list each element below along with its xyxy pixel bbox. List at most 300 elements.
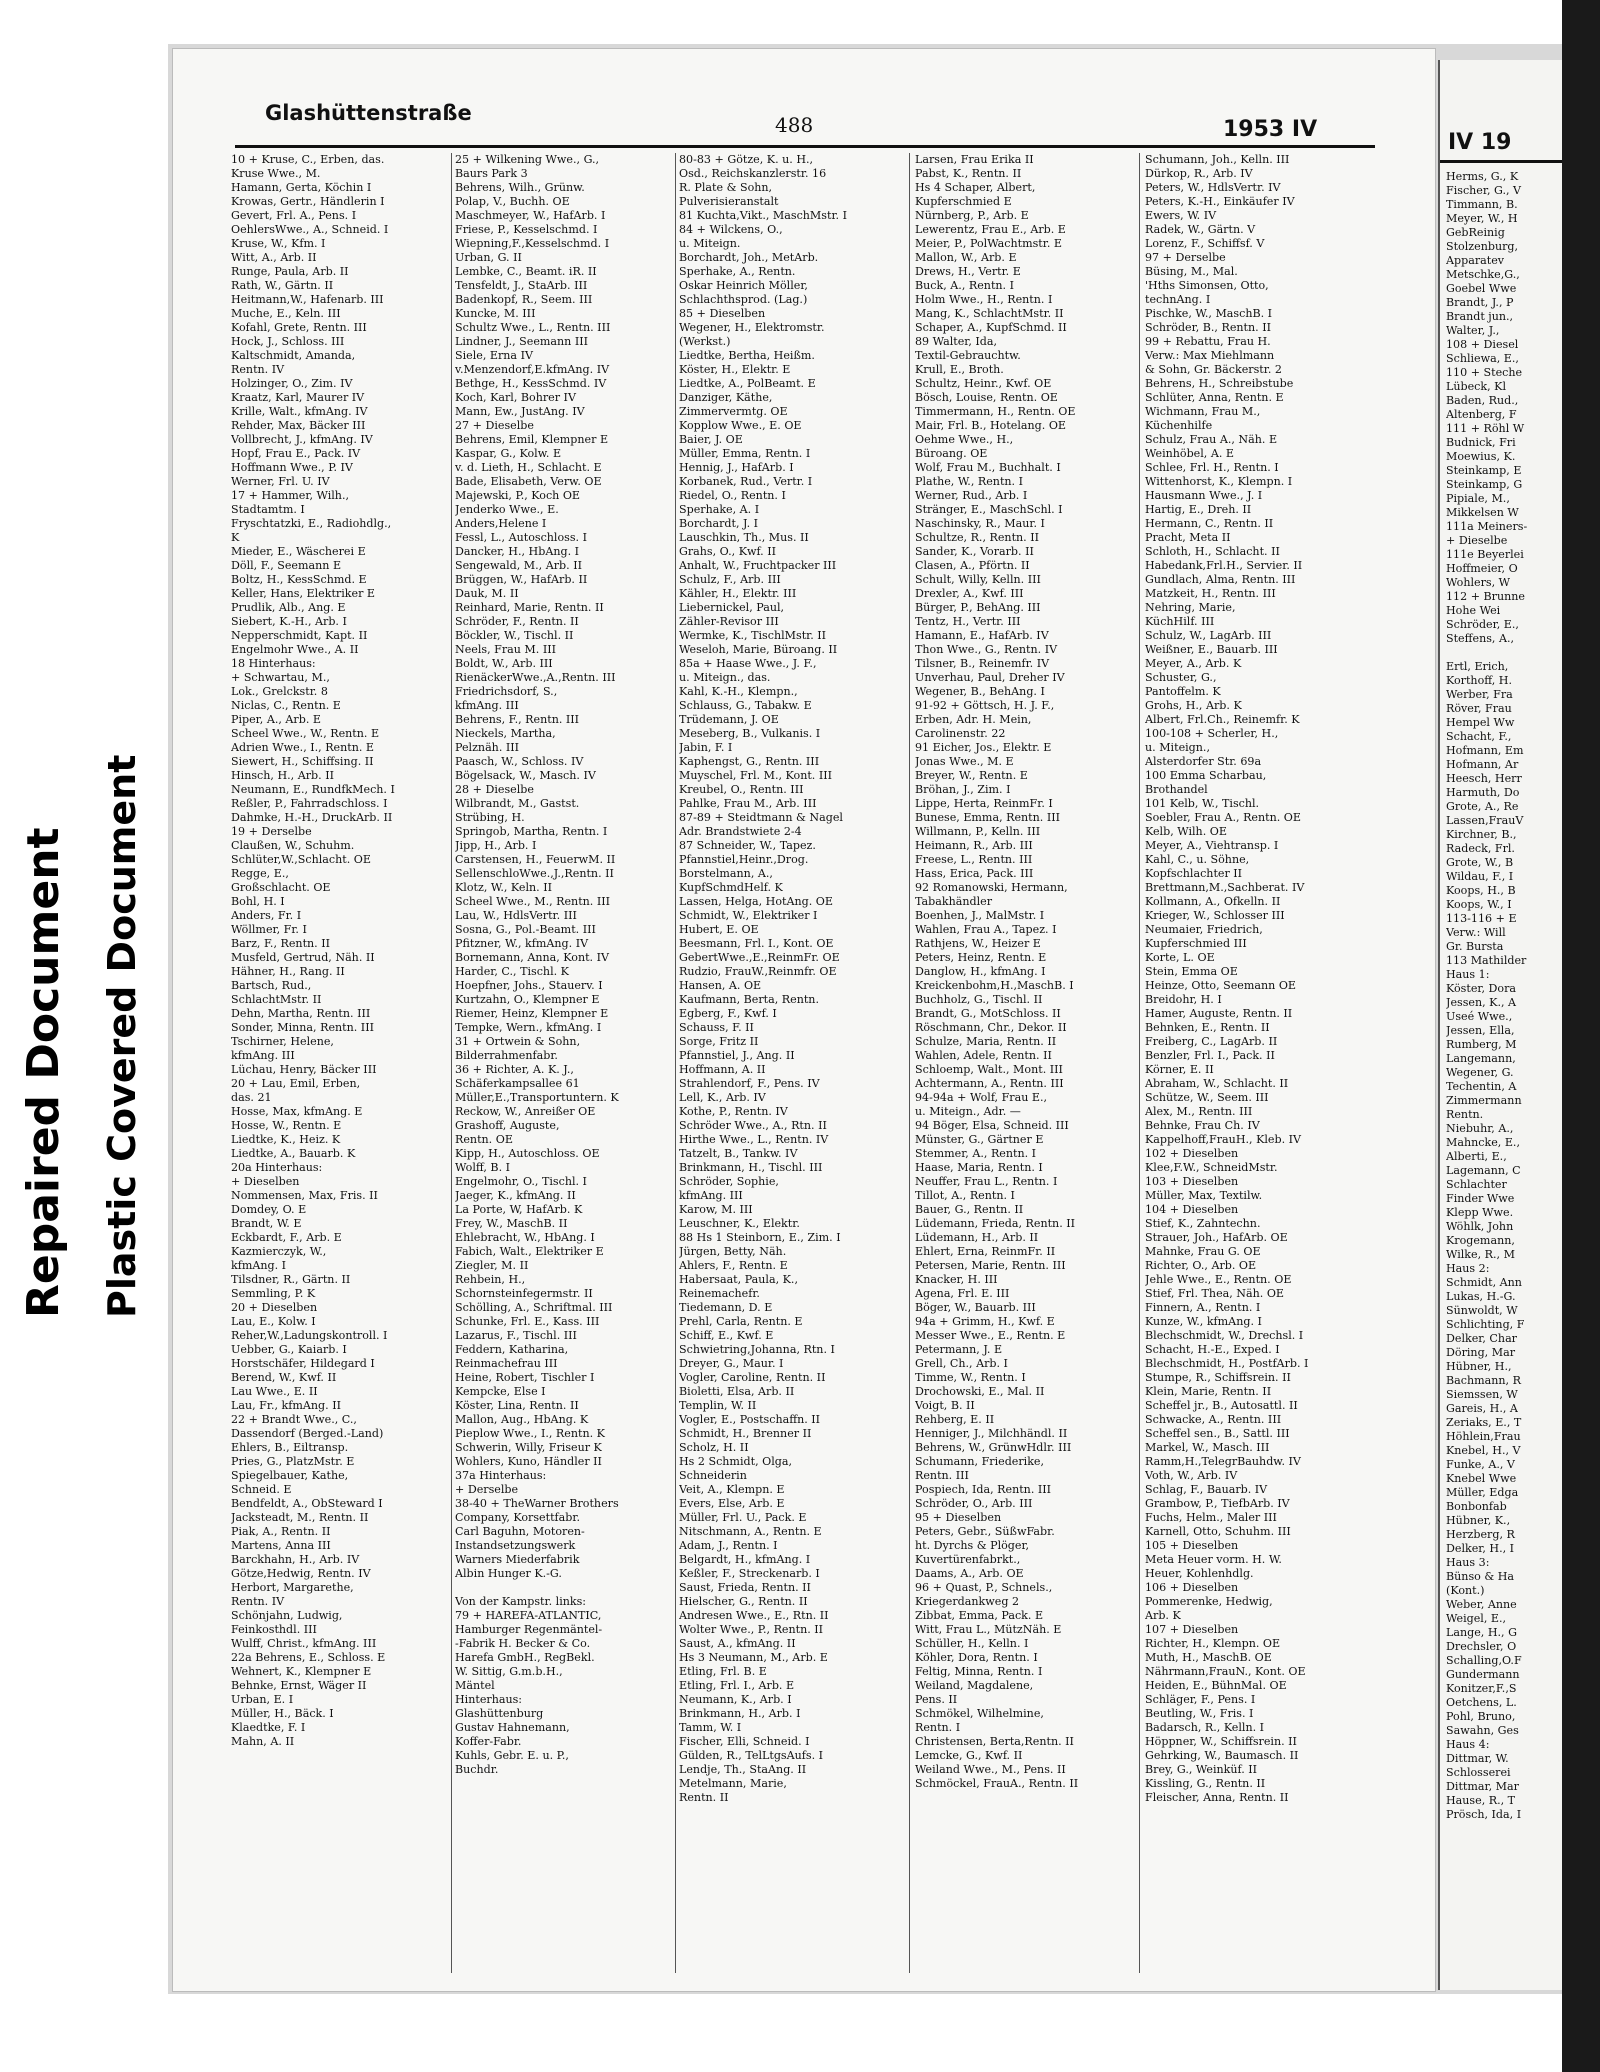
directory-entry: Zeriaks, E., T — [1446, 1416, 1522, 1429]
directory-entry: Behrens, H., Schreibstube — [1145, 377, 1294, 390]
directory-entry: Liedtke, A., Bauarb. K — [231, 1147, 356, 1160]
directory-entry: 104 + Dieselben — [1145, 1203, 1239, 1216]
directory-entry: Radeck, Frl. — [1446, 842, 1515, 855]
directory-entry: Breidohr, H. I — [1145, 993, 1222, 1006]
directory-entry: Bauer, G., Rentn. II — [915, 1203, 1024, 1216]
directory-entry: Hansen, A. OE — [679, 979, 762, 992]
directory-entry: Heuer, Kohlenhdlg. — [1145, 1567, 1254, 1580]
directory-entry: Ehlers, B., Eiltransp. — [231, 1441, 349, 1454]
directory-entry: Schneiderin — [679, 1469, 747, 1482]
directory-entry: Rentn. OE — [455, 1133, 513, 1146]
directory-entry: Neumann, E., RundfkMech. I — [231, 783, 395, 796]
directory-entry: Von der Kampstr. links: — [455, 1595, 587, 1608]
directory-entry: Alsterdorfer Str. 69a — [1145, 755, 1262, 768]
directory-entry: Rehberg, E. II — [915, 1413, 995, 1426]
directory-entry: Albert, Frl.Ch., Reinemfr. K — [1145, 713, 1300, 726]
year-volume: 1953 IV — [1223, 117, 1318, 142]
directory-entry: Ehlert, Erna, ReinmFr. II — [915, 1245, 1056, 1258]
directory-entry: Unverhau, Paul, Dreher IV — [915, 671, 1065, 684]
directory-entry: Brinkmann, H., Arb. I — [679, 1707, 801, 1720]
directory-entry: Knacker, H. III — [915, 1273, 998, 1286]
directory-entry: Siewert, H., Schiffsing. II — [231, 755, 374, 768]
directory-entry: Tamm, W. I — [679, 1721, 742, 1734]
directory-entry: 106 + Dieselben — [1145, 1581, 1239, 1594]
directory-entry: Neels, Frau M. III — [455, 643, 556, 656]
directory-entry: Verw.: Max Miehlmann — [1145, 349, 1275, 362]
directory-entry: 92 Romanowski, Hermann, — [915, 881, 1068, 894]
directory-entry: Tschirner, Helene, — [231, 1035, 334, 1048]
directory-entry: Oetchens, L. — [1446, 1696, 1517, 1709]
directory-entry: Feddern, Katharina, — [455, 1343, 569, 1356]
directory-entry: Kothe, P., Rentn. IV — [679, 1105, 788, 1118]
directory-entry: Rentn. IV — [231, 363, 285, 376]
directory-entry: Meyer, W., H — [1446, 212, 1518, 225]
directory-entry: Benzler, Frl. I., Pack. II — [1145, 1049, 1275, 1062]
directory-entry: Rentn. II — [679, 1791, 729, 1804]
directory-entry: u. Miteign., das. — [679, 671, 771, 684]
directory-entry: Kissling, G., Rentn. II — [1145, 1777, 1266, 1790]
directory-entry: Blechschmidt, W., Drechsl. I — [1145, 1329, 1304, 1342]
directory-entry: Meta Heuer vorm. H. W. — [1145, 1553, 1282, 1566]
directory-entry: Alex, M., Rentn. III — [1145, 1105, 1253, 1118]
directory-entry: 36 + Richter, A. K. J., — [455, 1063, 574, 1076]
directory-entry: Schaper, A., KupfSchmd. II — [915, 321, 1067, 334]
directory-entry: Korthoff, H. — [1446, 674, 1512, 687]
directory-entry: Lukas, H.-G. — [1446, 1290, 1516, 1303]
directory-entry: & Sohn, Gr. Bäckerstr. 2 — [1145, 363, 1282, 376]
directory-entry: Berend, W., Kwf. II — [231, 1371, 337, 1384]
directory-entry: Borstelmann, A., — [679, 867, 773, 880]
directory-entry: Brey, G., Weinküf. II — [1145, 1763, 1258, 1776]
directory-entry: Baier, J. OE — [679, 433, 743, 446]
directory-entry: Brandt, W. E — [231, 1217, 302, 1230]
directory-entry: Hoffmeier, O — [1446, 562, 1518, 575]
directory-entry: Wehnert, K., Klempner E — [231, 1665, 372, 1678]
directory-entry: Sünwoldt, W — [1446, 1304, 1518, 1317]
directory-entry: Weiland Wwe., M., Pens. II — [915, 1763, 1066, 1776]
directory-entry: Hinsch, H., Arb. II — [231, 769, 334, 782]
directory-entry: Klein, Marie, Rentn. II — [1145, 1385, 1272, 1398]
directory-entry: Nommensen, Max, Fris. II — [231, 1189, 378, 1202]
directory-entry: Pulverisieranstalt — [679, 195, 779, 208]
directory-entry: Daams, A., Arb. OE — [915, 1567, 1024, 1580]
directory-entry: Reßler, P., Fahrradschloss. I — [231, 797, 388, 810]
directory-entry: Müller, Edga — [1446, 1486, 1519, 1499]
directory-entry: Kunze, W., kfmAng. I — [1145, 1315, 1262, 1328]
column-3 — [679, 153, 895, 1805]
directory-entry: Muche, E., Keln. III — [231, 307, 341, 320]
directory-entry: Useé Wwe., — [1446, 1010, 1513, 1023]
directory-entry: Paasch, W., Schloss. IV — [455, 755, 584, 768]
directory-entry: Müller, Max, Textilw. — [1145, 1189, 1263, 1202]
directory-entry: Springob, Martha, Rentn. I — [455, 825, 608, 838]
directory-entry: Adam, J., Rentn. I — [679, 1539, 778, 1552]
directory-entry: Badenkopf, R., Seem. III — [455, 293, 593, 306]
directory-entry: Etling, Frl. B. E — [679, 1665, 767, 1678]
directory-entry: Lau, Fr., kfmAng. II — [231, 1399, 341, 1412]
directory-entry: Bünso & Ha — [1446, 1570, 1515, 1583]
directory-entry: Lendje, Th., StaAng. II — [679, 1763, 807, 1776]
directory-entry: Wahlen, Adele, Rentn. II — [915, 1049, 1052, 1062]
directory-entry: Scheffel jr., B., Autosattl. II — [1145, 1399, 1298, 1412]
directory-entry: GebReinig — [1446, 226, 1505, 239]
directory-entry: Kriegerdankweg 2 — [915, 1595, 1020, 1608]
directory-entry: Gundermann — [1446, 1668, 1520, 1681]
directory-entry: Walter, J., — [1446, 324, 1500, 337]
directory-entry: Drechsler, O — [1446, 1640, 1517, 1653]
directory-entry: Saust, A., kfmAng. II — [679, 1637, 796, 1650]
directory-entry: Kopplow Wwe., E. OE — [679, 419, 802, 432]
directory-entry: Drews, H., Vertr. E — [915, 265, 1021, 278]
directory-entry: Krowas, Gertr., Händlerin I — [231, 195, 385, 208]
directory-entry: Tilsdner, R., Gärtn. II — [231, 1273, 351, 1286]
directory-entry: Finnern, A., Rentn. I — [1145, 1301, 1261, 1314]
directory-entry: Voigt, B. II — [915, 1399, 975, 1412]
directory-entry: Kelb, Wilh. OE — [1145, 825, 1227, 838]
directory-entry: Höhlein,Frau — [1446, 1430, 1521, 1443]
directory-entry: Schauss, F. II — [679, 1021, 754, 1034]
directory-entry: Boltz, H., KessSchmd. E — [231, 573, 367, 586]
directory-entry: Alberti, E., — [1446, 1150, 1507, 1163]
directory-entry: Pfannstiel, J., Ang. II — [679, 1049, 795, 1062]
directory-entry: Hosse, W., Rentn. E — [231, 1119, 342, 1132]
directory-entry: Wahlen, Frau A., Tapez. I — [915, 923, 1057, 936]
directory-entry: Rentn. IV — [231, 1595, 285, 1608]
directory-entry: Hamburger Regenmäntel- — [455, 1623, 603, 1636]
directory-entry: Kopfschlachter II — [1145, 867, 1243, 880]
directory-entry: Veit, A., Klempn. E — [679, 1483, 785, 1496]
directory-entry: Frey, W., MaschB. II — [455, 1217, 568, 1230]
directory-entry: Rehder, Max, Bäcker III — [231, 419, 366, 432]
directory-entry: Büroang. OE — [915, 447, 988, 460]
directory-entry: Regge, E., — [231, 867, 289, 880]
directory-entry: Schölling, A., Schriftmal. III — [455, 1301, 613, 1314]
directory-entry: Müller, H., Bäck. I — [231, 1707, 334, 1720]
directory-entry: Lau, E., Kolw. I — [231, 1315, 316, 1328]
directory-entry: Thon Wwe., G., Rentn. IV — [915, 643, 1058, 656]
directory-entry: Brinkmann, H., Tischl. III — [679, 1161, 823, 1174]
directory-entry: Grohs, H., Arb. K — [1145, 699, 1242, 712]
directory-entry: Budnick, Fri — [1446, 436, 1516, 449]
directory-entry: Kaspar, G., Kolw. E — [455, 447, 562, 460]
directory-entry: Niclas, C., Rentn. E — [231, 699, 341, 712]
directory-entry: 22 + Brandt Wwe., C., — [231, 1413, 357, 1426]
directory-entry: Wegener, G. — [1446, 1066, 1514, 1079]
directory-entry: (Werkst.) — [679, 335, 731, 348]
directory-entry: Siemssen, W — [1446, 1388, 1518, 1401]
directory-entry: Köhler, Dora, Rentn. I — [915, 1651, 1038, 1664]
directory-entry: Köster, Lina, Rentn. II — [455, 1399, 579, 1412]
directory-entry: Boenhen, J., MalMstr. I — [915, 909, 1045, 922]
directory-entry: 101 Kelb, W., Tischl. — [1145, 797, 1260, 810]
directory-entry: Kuvertürenfabrkt., — [915, 1553, 1021, 1566]
directory-entry: Kaphengst, G., Rentn. III — [679, 755, 820, 768]
directory-entry: Kappelhoff,FrauH., Kleb. IV — [1145, 1133, 1302, 1146]
directory-entry: Pries, G., PlatzMstr. E — [231, 1455, 355, 1468]
directory-entry: Müller, Emma, Rentn. I — [679, 447, 811, 460]
directory-entry: 89 Walter, Ida, — [915, 335, 998, 348]
directory-entry: 87-89 + Steidtmann & Nagel — [679, 811, 843, 824]
directory-page — [172, 48, 1436, 1992]
directory-entry: Wulff, Christ., kfmAng. III — [231, 1637, 377, 1650]
directory-entry: Hinterhaus: — [455, 1693, 523, 1706]
directory-entry: 88 Hs 1 Steinborn, E., Zim. I — [679, 1231, 841, 1244]
directory-entry: technAng. I — [1145, 293, 1211, 306]
directory-entry: Krille, Walt., kfmAng. IV — [231, 405, 368, 418]
directory-entry: Piak, A., Rentn. II — [231, 1525, 331, 1538]
directory-entry: Wiepning,F.,Kesselschmd. I — [455, 237, 610, 250]
directory-entry: v. d. Lieth, H., Schlacht. E — [455, 461, 602, 474]
directory-entry: Koffer-Fabr. — [455, 1735, 522, 1748]
directory-entry: 18 Hinterhaus: — [231, 657, 316, 670]
adjacent-page-header: IV 19 — [1448, 130, 1512, 155]
directory-entry: Larsen, Frau Erika II — [915, 153, 1034, 166]
directory-entry: Hielscher, G., Rentn. II — [679, 1595, 808, 1608]
directory-entry: Lagemann, C — [1446, 1164, 1521, 1177]
directory-entry: Keßler, F., Streckenarb. I — [679, 1567, 820, 1580]
directory-entry: Hirthe Wwe., L., Rentn. IV — [679, 1133, 829, 1146]
directory-entry: Weigel, E., — [1446, 1612, 1507, 1625]
directory-entry: Wohlers, W — [1446, 576, 1511, 589]
directory-entry: 113 Mathilder — [1446, 954, 1527, 967]
directory-entry: ht. Dyrchs & Plöger, — [915, 1539, 1030, 1552]
directory-entry: Egberg, F., Kwf. I — [679, 1007, 777, 1020]
directory-entry: 100 Emma Scharbau, — [1145, 769, 1267, 782]
directory-entry: 20a Hinterhaus: — [231, 1161, 323, 1174]
directory-entry: Kruse Wwe., M. — [231, 167, 321, 180]
page-header — [173, 49, 1435, 159]
directory-entry: Etling, Frl. I., Arb. E — [679, 1679, 795, 1692]
directory-entry: Hamann, Gerta, Köchin I — [231, 181, 372, 194]
directory-entry: 27 + Dieselbe — [455, 419, 534, 432]
directory-entry: Drexler, A., Kwf. III — [915, 587, 1024, 600]
directory-entry: Pospiech, Ida, Rentn. III — [915, 1483, 1052, 1496]
directory-entry: Kollmann, A., Ofkelln. II — [1145, 895, 1281, 908]
directory-entry: Lüdemann, H., Arb. II — [915, 1231, 1039, 1244]
directory-entry: Danglow, H., kfmAng. I — [915, 965, 1046, 978]
directory-entry: Mann, Ew., JustAng. IV — [455, 405, 585, 418]
directory-entry: kfmAng. I — [231, 1259, 287, 1272]
directory-entry: 107 + Dieselben — [1145, 1623, 1239, 1636]
directory-entry: 94a + Grimm, H., Kwf. E — [915, 1315, 1055, 1328]
directory-entry: Köster, H., Elektr. E — [679, 363, 791, 376]
directory-entry: Schumann, Joh., Kelln. III — [1145, 153, 1290, 166]
directory-entry: Buchdr. — [455, 1763, 499, 1776]
directory-entry: Mahncke, E., — [1446, 1136, 1520, 1149]
directory-entry: Kahl, C., u. Söhne, — [1145, 853, 1250, 866]
directory-entry: Vogler, E., Postschaffn. II — [679, 1413, 821, 1426]
directory-entry: Werner, Rud., Arb. I — [915, 489, 1028, 502]
directory-entry: Beesmann, Frl. I., Kont. OE — [679, 937, 834, 950]
directory-entry: Harefa GmbH., RegBekl. — [455, 1651, 595, 1664]
directory-entry: Hs 4 Schaper, Albert, — [915, 181, 1036, 194]
directory-entry: 110 + Steche — [1446, 366, 1523, 379]
directory-entry: Heiden, E., BühnMal. OE — [1145, 1679, 1287, 1692]
directory-entry: Schult, Willy, Kelln. III — [915, 573, 1041, 586]
directory-entry: KüchHilf. III — [1145, 615, 1215, 628]
directory-entry: Strübing, H. — [455, 811, 525, 824]
directory-entry: Delker, Char — [1446, 1332, 1517, 1345]
directory-entry: Zibbat, Emma, Pack. E — [915, 1609, 1044, 1622]
directory-entry: Barckhahn, H., Arb. IV — [231, 1553, 360, 1566]
directory-entry: Gehrking, W., Baumasch. II — [1145, 1749, 1299, 1762]
directory-entry: Bögelsack, W., Masch. IV — [455, 769, 596, 782]
directory-entry: Siele, Erna IV — [455, 349, 533, 362]
directory-entry: Dassendorf (Berged.-Land) — [231, 1427, 384, 1440]
directory-entry: Karnell, Otto, Schuhm. III — [1145, 1525, 1291, 1538]
directory-entry: Muyschel, Frl. M., Kont. III — [679, 769, 832, 782]
directory-entry: Fischer, G., V — [1446, 184, 1522, 197]
directory-entry: Schröder Wwe., A., Rtn. II — [679, 1119, 827, 1132]
directory-entry: Baden, Rud., — [1446, 394, 1519, 407]
directory-entry: Schulze, Maria, Rentn. II — [915, 1035, 1057, 1048]
directory-entry: Haase, Maria, Rentn. I — [915, 1161, 1043, 1174]
directory-entry: Heimann, R., Arb. III — [915, 839, 1033, 852]
directory-entry: 28 + Dieselbe — [455, 783, 534, 796]
directory-entry: Höppner, W., Schiffsrein. II — [1145, 1735, 1297, 1748]
directory-entry: Scheel Wwe., W., Rentn. E — [231, 727, 380, 740]
directory-entry: Bartsch, Rud., — [231, 979, 312, 992]
directory-entry: Behrens, Emil, Klempner E — [455, 433, 609, 446]
directory-entry: Nährmann,FrauN., Kont. OE — [1145, 1665, 1306, 1678]
directory-entry: Fleischer, Anna, Rentn. II — [1145, 1791, 1289, 1804]
directory-entry: Urban, E. I — [231, 1693, 294, 1706]
directory-entry: Schacht, H.-E., Exped. I — [1145, 1343, 1280, 1356]
directory-entry: Sonder, Minna, Rentn. III — [231, 1021, 374, 1034]
directory-entry: Krieger, W., Schlosser III — [1145, 909, 1285, 922]
directory-entry: Bohl, H. I — [231, 895, 285, 908]
directory-entry: Pohl, Bruno, — [1446, 1710, 1516, 1723]
directory-entry: Christensen, Berta,Rentn. II — [915, 1735, 1074, 1748]
directory-entry: Arb. K — [1145, 1609, 1181, 1622]
directory-entry: u. Miteign., Adr. — — [915, 1105, 1021, 1118]
directory-entry: + Dieselben — [231, 1175, 300, 1188]
directory-entry: Rentn. III — [915, 1469, 969, 1482]
directory-entry: Tensfeldt, J., StaArb. III — [455, 279, 588, 292]
directory-entry: Pipiale, M., — [1446, 492, 1510, 505]
directory-entry: 91-92 + Göttsch, H. J. F., — [915, 699, 1055, 712]
directory-entry: Wegener, H., Elektromstr. — [679, 321, 825, 334]
directory-entry: W. Sittig, G.m.b.H., — [455, 1665, 563, 1678]
directory-entry: Schröder, Sophie, — [679, 1175, 779, 1188]
directory-entry: Feinkosthdl. III — [231, 1623, 317, 1636]
directory-entry: Bilderrahmenfabr. — [455, 1049, 558, 1062]
directory-entry: Urban, G. II — [455, 251, 522, 264]
directory-entry: Nürnberg, P., Arb. E — [915, 209, 1029, 222]
directory-entry: Küchenhilfe — [1145, 419, 1213, 432]
directory-entry: Wilke, R., M — [1446, 1248, 1515, 1261]
directory-entry: SellenschloWwe.,J.,Rentn. II — [455, 867, 614, 880]
directory-entry: Bröhan, J., Zim. I — [915, 783, 1011, 796]
directory-entry: Carl Baguhn, Motoren- — [455, 1525, 585, 1538]
directory-entry: + Derselbe — [455, 1483, 519, 1496]
directory-entry: Ewers, W. IV — [1145, 209, 1217, 222]
directory-entry: Vollbrecht, J., kfmAng. IV — [231, 433, 373, 446]
directory-entry: Peters, Heinz, Rentn. E — [915, 951, 1047, 964]
column-divider — [1139, 153, 1140, 1973]
directory-entry: Engelmohr, O., Tischl. I — [455, 1175, 587, 1188]
directory-entry: kfmAng. III — [679, 1189, 743, 1202]
directory-entry: Weber, Anne — [1446, 1598, 1517, 1611]
directory-entry: Altenberg, F — [1446, 408, 1517, 421]
directory-entry: 85 + Dieselben — [679, 307, 766, 320]
directory-entry: Peters, Gebr., SüßwFabr. — [915, 1525, 1055, 1538]
directory-entry: Brandt, J., P — [1446, 296, 1514, 309]
directory-entry: Textil-Gebrauchtw. — [915, 349, 1021, 362]
directory-entry: Pracht, Meta II — [1145, 531, 1231, 544]
directory-entry: Behnken, E., Rentn. II — [1145, 1021, 1270, 1034]
directory-entry: Witt, A., Arb. II — [231, 251, 317, 264]
directory-entry: 79 + HAREFA-ATLANTIC, — [455, 1609, 602, 1622]
directory-entry: Lewerentz, Frau E., Arb. E — [915, 223, 1066, 236]
directory-entry: Pahlke, Frau M., Arb. III — [679, 797, 817, 810]
directory-entry: Schmidt, Ann — [1446, 1276, 1522, 1289]
directory-entry: Müller, Frl. U., Pack. E — [679, 1511, 807, 1524]
directory-entry: Pommerenke, Hedwig, — [1145, 1595, 1273, 1608]
directory-entry: Klepp Wwe. — [1446, 1206, 1514, 1219]
directory-entry: Holm Wwe., H., Rentn. I — [915, 293, 1053, 306]
directory-entry: Schwietring,Johanna, Rtn. I — [679, 1343, 835, 1356]
directory-entry: Kofahl, Grete, Rentn. III — [231, 321, 367, 334]
directory-entry: Haus 2: — [1446, 1262, 1490, 1275]
directory-entry: Nieckels, Martha, — [455, 727, 556, 740]
directory-entry: Jessen, Ella, — [1446, 1024, 1515, 1037]
directory-entry: Wildau, F., I — [1446, 870, 1514, 883]
directory-entry: Hosse, Max, kfmAng. E — [231, 1105, 363, 1118]
directory-entry: Kirchner, B., — [1446, 828, 1517, 841]
directory-entry: Kipp, H., Autoschloss. OE — [455, 1147, 600, 1160]
column-2 — [455, 153, 671, 1777]
column-divider — [909, 153, 910, 1973]
directory-entry: Evers, Else, Arb. E — [679, 1497, 785, 1510]
directory-entry: Wegener, B., BehAng. I — [915, 685, 1045, 698]
directory-entry: Musfeld, Gertrud, Näh. II — [231, 951, 375, 964]
directory-entry: Borchardt, Joh., MetArb. — [679, 251, 819, 264]
directory-entry: Peters, K.-H., Einkäufer IV — [1145, 195, 1295, 208]
directory-entry: Kupferschmied III — [1145, 937, 1247, 950]
directory-entry: Behrens, W., GrünwHdlr. III — [915, 1441, 1072, 1454]
directory-entry: Goebel Wwe — [1446, 282, 1517, 295]
directory-entry: Hartig, E., Dreh. II — [1145, 503, 1252, 516]
directory-entry: Knebel Wwe — [1446, 1472, 1517, 1485]
directory-entry: Hennig, J., HafArb. I — [679, 461, 794, 474]
directory-entry: 25 + Wilkening Wwe., G., — [455, 153, 600, 166]
directory-entry: Hamann, E., HafArb. IV — [915, 629, 1049, 642]
directory-entry: Krull, E., Broth. — [915, 363, 1004, 376]
directory-entry: Messer Wwe., E., Rentn. E — [915, 1329, 1066, 1342]
directory-entry: Herms, G., K — [1446, 170, 1519, 183]
directory-entry: Adr. Brandstwiete 2-4 — [679, 825, 802, 838]
directory-entry: Borchardt, J. I — [679, 517, 759, 530]
directory-entry: Wermke, K., TischlMstr. II — [679, 629, 827, 642]
directory-entry: Friese, P., Kesselschmd. I — [455, 223, 598, 236]
directory-entry: Metelmann, Marie, — [679, 1777, 787, 1790]
directory-entry: R. Plate & Sohn, — [679, 181, 773, 194]
directory-entry: das. 21 — [231, 1091, 272, 1104]
directory-entry: Kazmierczyk, W., — [231, 1245, 327, 1258]
directory-entry: Muth, H., MaschB. OE — [1145, 1651, 1272, 1664]
directory-entry: Osd., Reichskanzlerstr. 16 — [679, 167, 827, 180]
directory-entry: Schlosserei — [1446, 1766, 1511, 1779]
directory-entry: Fabich, Walt., Elektriker E — [455, 1245, 604, 1258]
directory-entry: Neumaier, Friedrich, — [1145, 923, 1263, 936]
directory-entry: Wolter Wwe., P., Rentn. II — [679, 1623, 824, 1636]
directory-entry: Böckler, W., Tischl. II — [455, 629, 574, 642]
directory-entry: Neumann, K., Arb. I — [679, 1693, 792, 1706]
directory-entry: Schröder, F., Rentn. II — [455, 615, 579, 628]
directory-entry: Dittmar, Mar — [1446, 1780, 1519, 1793]
directory-entry: Lindner, J., Seemann III — [455, 335, 588, 348]
